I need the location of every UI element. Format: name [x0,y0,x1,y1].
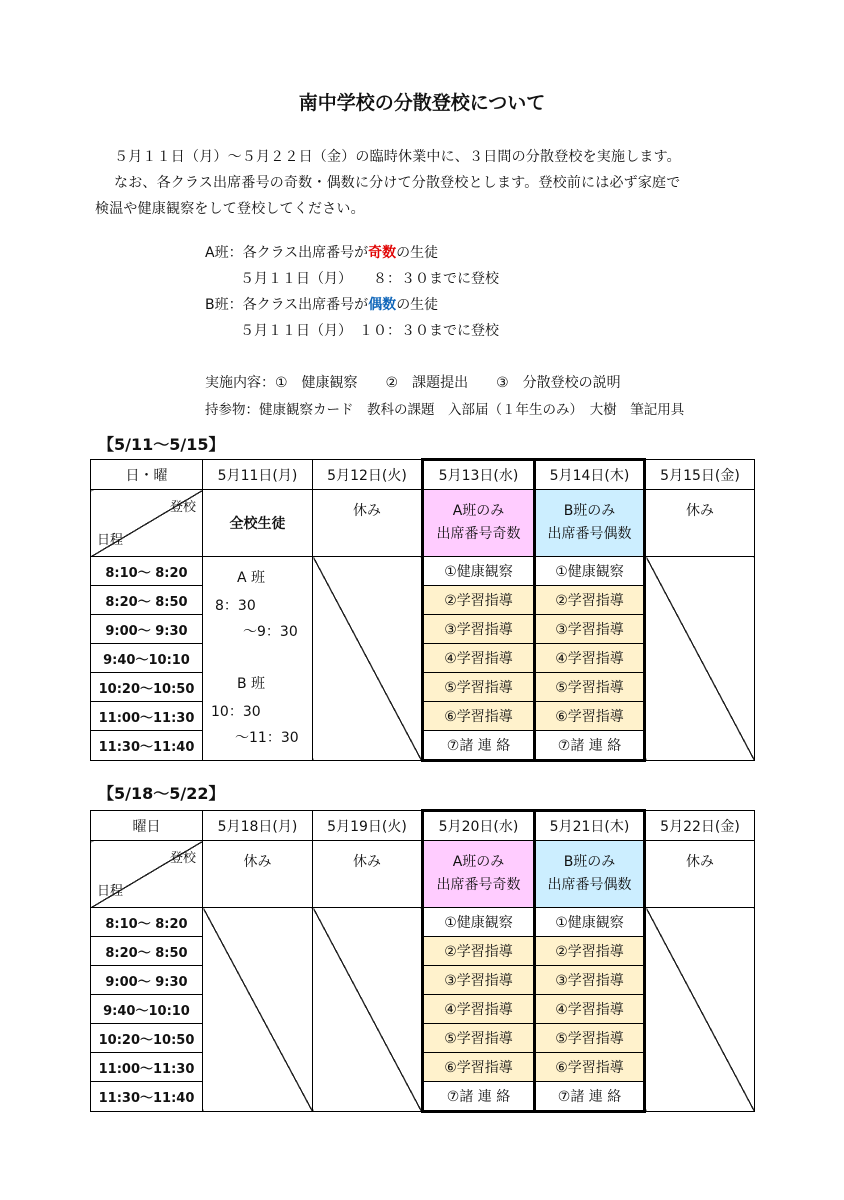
b-group-cell [535,841,645,908]
rest-cell: 休み [313,490,423,557]
day-header: 5月12日(火) [313,460,423,490]
all-students-cell: 全校生徒 [203,490,313,557]
may11-line: B 班 [237,676,266,692]
rest-cell: 休み [313,841,423,908]
corner-label: 日・曜 [91,460,203,490]
time-cell: 10:20～10:50 [91,673,203,702]
day-header: 5月15日(金) [645,460,755,490]
a-group-line1: A班のみ [452,854,505,870]
b-group-line2: 出席番号偶数 [547,526,632,542]
week1-heading: 【5/11～5/15】 [98,435,225,454]
corner-cell [91,841,203,908]
time-cell: 8:20～ 8:50 [91,937,203,966]
a-group-line2: 出席番号奇数 [436,877,521,893]
day-header: 5月21日(木) [535,811,645,841]
closed-day-cell [203,908,313,1112]
activity-cell: ③学習指導 [535,966,645,995]
group-b-line [205,294,438,314]
activity-cell: ⑤学習指導 [535,673,645,702]
a-group-cell [423,841,535,908]
time-cell: 11:00～11:30 [91,702,203,731]
group-a-suffix: の生徒 [396,245,439,261]
intro-line-1: ５月１１日（月）～５月２２日（金）の臨時休業中に、３日間の分散登校を実施します。 [114,149,681,165]
time-cell: 11:00～11:30 [91,1053,203,1082]
may11-schedule-cell [203,557,313,761]
may11-line: A 班 [237,570,266,586]
time-cell: 10:20～10:50 [91,1024,203,1053]
activity-cell: ⑥学習指導 [423,1053,535,1082]
time-cell: 9:40～10:10 [91,995,203,1024]
activity-cell: ②学習指導 [423,586,535,615]
closed-day-cell [313,908,423,1112]
activity-cell: ④学習指導 [535,995,645,1024]
day-header: 5月11日(月) [203,460,313,490]
activity-cell: ④学習指導 [423,644,535,673]
b-group-cell [535,490,645,557]
rest-cell: 休み [203,841,313,908]
activity-cell: ①健康観察 [423,908,535,937]
week1-table [90,458,755,762]
activity-cell: ⑤学習指導 [423,673,535,702]
activity-cell: ⑦諸 連 絡 [535,731,645,761]
activity-cell: ①健康観察 [535,557,645,586]
time-cell: 9:40～10:10 [91,644,203,673]
activity-cell: ②学習指導 [535,937,645,966]
activity-cell: ④学習指導 [535,644,645,673]
rest-cell: 休み [645,841,755,908]
activity-cell: ⑥学習指導 [535,1053,645,1082]
corner-cell [91,490,203,557]
may11-line: ～9：30 [243,624,298,640]
activity-cell: ③学習指導 [535,615,645,644]
activity-cell: ⑤学習指導 [535,1024,645,1053]
day-header: 5月14日(木) [535,460,645,490]
activity-cell: ④学習指導 [423,995,535,1024]
activity-cell: ⑦諸 連 絡 [423,731,535,761]
b-group-line1: B班のみ [563,854,616,870]
group-b-time: ５月１１日（月） １０：３０までに登校 [240,323,499,339]
week2-table [90,809,755,1113]
odd-word: 奇数 [368,245,397,261]
b-group-line2: 出席番号偶数 [547,877,632,893]
day-header: 5月19日(火) [313,811,423,841]
a-group-cell [423,490,535,557]
group-a-line [205,242,438,262]
activity-cell: ⑤学習指導 [423,1024,535,1053]
activity-cell: ①健康観察 [423,557,535,586]
intro-line-3: 検温や健康観察をして登校してください。 [95,201,365,217]
page-title: 南中学校の分散登校について [298,92,546,114]
content-line: 実施内容：① 健康観察 ② 課題提出 ③ 分散登校の説明 [205,375,621,391]
activity-cell: ③学習指導 [423,966,535,995]
closed-day-cell [645,557,755,761]
time-cell: 8:10～ 8:20 [91,908,203,937]
corner-top: 登校 [169,500,196,515]
activity-cell: ⑥学習指導 [535,702,645,731]
group-a-prefix: A班：各クラス出席番号が [205,245,369,261]
activity-cell: ②学習指導 [423,937,535,966]
corner-top: 登校 [169,851,196,866]
may11-line: 8：30 [215,598,256,614]
group-b-suffix: の生徒 [396,297,439,313]
activity-cell: ③学習指導 [423,615,535,644]
activity-cell: ②学習指導 [535,586,645,615]
corner-bottom: 日程 [97,533,124,548]
items-line: 持参物：健康観察カード 教科の課題 入部届（１年生のみ） 大樹 筆記用具 [205,402,685,418]
time-cell: 9:00～ 9:30 [91,966,203,995]
group-a-time: ５月１１日（月） ８：３０までに登校 [240,271,499,287]
b-group-line1: B班のみ [563,503,616,519]
rest-cell: 休み [645,490,755,557]
even-word: 偶数 [368,297,397,313]
time-cell: 8:10～ 8:20 [91,557,203,586]
time-cell: 11:30～11:40 [91,731,203,761]
week2-heading: 【5/18～5/22】 [98,784,225,803]
a-group-line1: A班のみ [452,503,505,519]
may11-line: ～11：30 [235,730,299,746]
day-header: 5月20日(水) [423,811,535,841]
a-group-line2: 出席番号奇数 [436,526,521,542]
activity-cell: ⑦諸 連 絡 [423,1082,535,1112]
day-header: 5月18日(月) [203,811,313,841]
corner-bottom: 日程 [97,884,124,899]
activity-cell: ①健康観察 [535,908,645,937]
corner-label: 曜日 [91,811,203,841]
may11-line: 10：30 [211,704,261,720]
time-cell: 9:00～ 9:30 [91,615,203,644]
time-cell: 11:30～11:40 [91,1082,203,1112]
group-b-prefix: B班：各クラス出席番号が [205,297,369,313]
closed-day-cell [313,557,423,761]
time-cell: 8:20～ 8:50 [91,586,203,615]
closed-day-cell [645,908,755,1112]
intro-line-2: なお、各クラス出席番号の奇数・偶数に分けて分散登校とします。登校前には必ず家庭で [114,175,681,191]
day-header: 5月22日(金) [645,811,755,841]
activity-cell: ⑦諸 連 絡 [535,1082,645,1112]
day-header: 5月13日(水) [423,460,535,490]
activity-cell: ⑥学習指導 [423,702,535,731]
